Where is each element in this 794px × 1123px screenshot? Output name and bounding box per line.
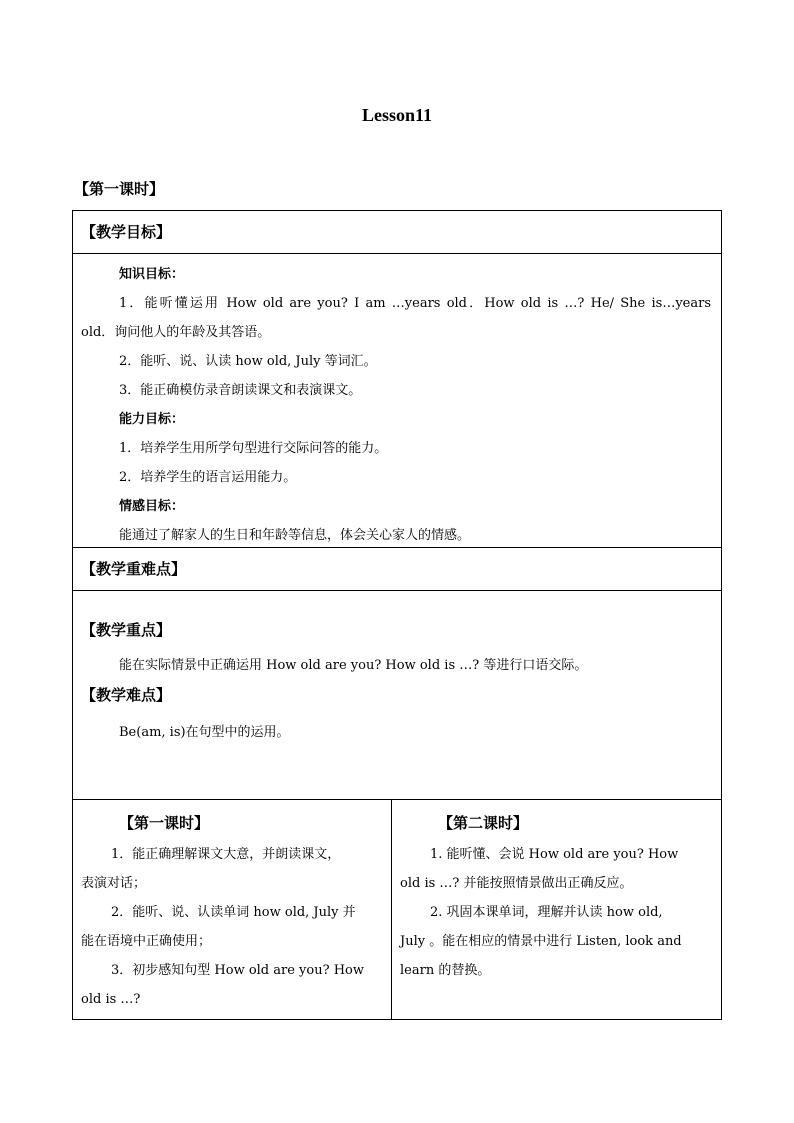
knowledge-item-1-line-1: 1．能听懂运用 How old are you? I am …years old．How old is …? He/ She is…years xyxy=(119,296,711,311)
difficult-point-text: Be(am, is)在句型中的运用。 xyxy=(119,725,290,740)
key-difficult-header: 【教学重难点】 xyxy=(73,548,721,591)
ability-item-2: 2．培养学生的语言运用能力。 xyxy=(119,470,297,485)
knowledge-item-2: 2．能听、说、认读 how old, July 等词汇。 xyxy=(119,354,377,369)
page-title: Lesson11 xyxy=(361,105,433,125)
first-period-item-3-line-2: old is …? xyxy=(81,992,141,1007)
second-period-item-2-line-3: learn 的替换。 xyxy=(400,963,491,978)
second-period-item-2-line-2: July 。能在相应的情景中进行 Listen, look and xyxy=(400,934,682,949)
first-period-item-1-line-2: 表演对话； xyxy=(81,876,147,891)
first-period-header: 【第一课时】 xyxy=(119,814,210,832)
second-period-item-1-line-1: 1. 能听懂、会说 How old are you? How xyxy=(430,847,679,862)
section-label: 【第一课时】 xyxy=(74,180,165,198)
key-point-text: 能在实际情景中正确运用 How old are you? How old is …? 等进行口语交际。 xyxy=(119,658,588,673)
knowledge-label: 知识目标： xyxy=(119,267,185,282)
first-period-item-3-line-1: 3．初步感知句型 How old are you? How xyxy=(111,963,364,978)
first-period-item-2-line-1: 2．能听、说、认读单词 how old, July 并 xyxy=(111,905,356,920)
emotion-label: 情感目标： xyxy=(119,499,185,514)
key-point-header: 【教学重点】 xyxy=(81,621,172,639)
objectives-content xyxy=(73,254,721,548)
ability-label: 能力目标： xyxy=(119,412,185,427)
second-period-item-2-line-1: 2. 巩固本课单词，理解并认读 how old, xyxy=(430,905,663,920)
first-period-item-1-line-1: 1．能正确理解课文大意，并朗读课文， xyxy=(111,847,341,862)
first-period-item-2-line-2: 能在语境中正确使用； xyxy=(81,934,212,949)
knowledge-item-3: 3．能正确模仿录音朗读课文和表演课文。 xyxy=(119,383,362,398)
lesson-plan-table xyxy=(72,210,722,1020)
objectives-header: 【教学目标】 xyxy=(73,211,721,254)
difficult-point-header: 【教学难点】 xyxy=(81,686,172,704)
key-difficult-content xyxy=(73,617,721,800)
ability-item-1: 1．培养学生用所学句型进行交际问答的能力。 xyxy=(119,441,388,456)
second-period-item-1-line-2: old is …? 并能按照情景做出正确反应。 xyxy=(400,876,633,891)
periods-row xyxy=(73,800,721,1019)
emotion-item-1: 能通过了解家人的生日和年龄等信息，体会关心家人的情感。 xyxy=(119,528,471,543)
first-period-cell xyxy=(73,800,392,1019)
second-period-cell xyxy=(392,800,721,1019)
knowledge-item-1-line-2: old．询问他人的年龄及其答语。 xyxy=(81,325,271,340)
second-period-header: 【第二课时】 xyxy=(438,814,529,832)
